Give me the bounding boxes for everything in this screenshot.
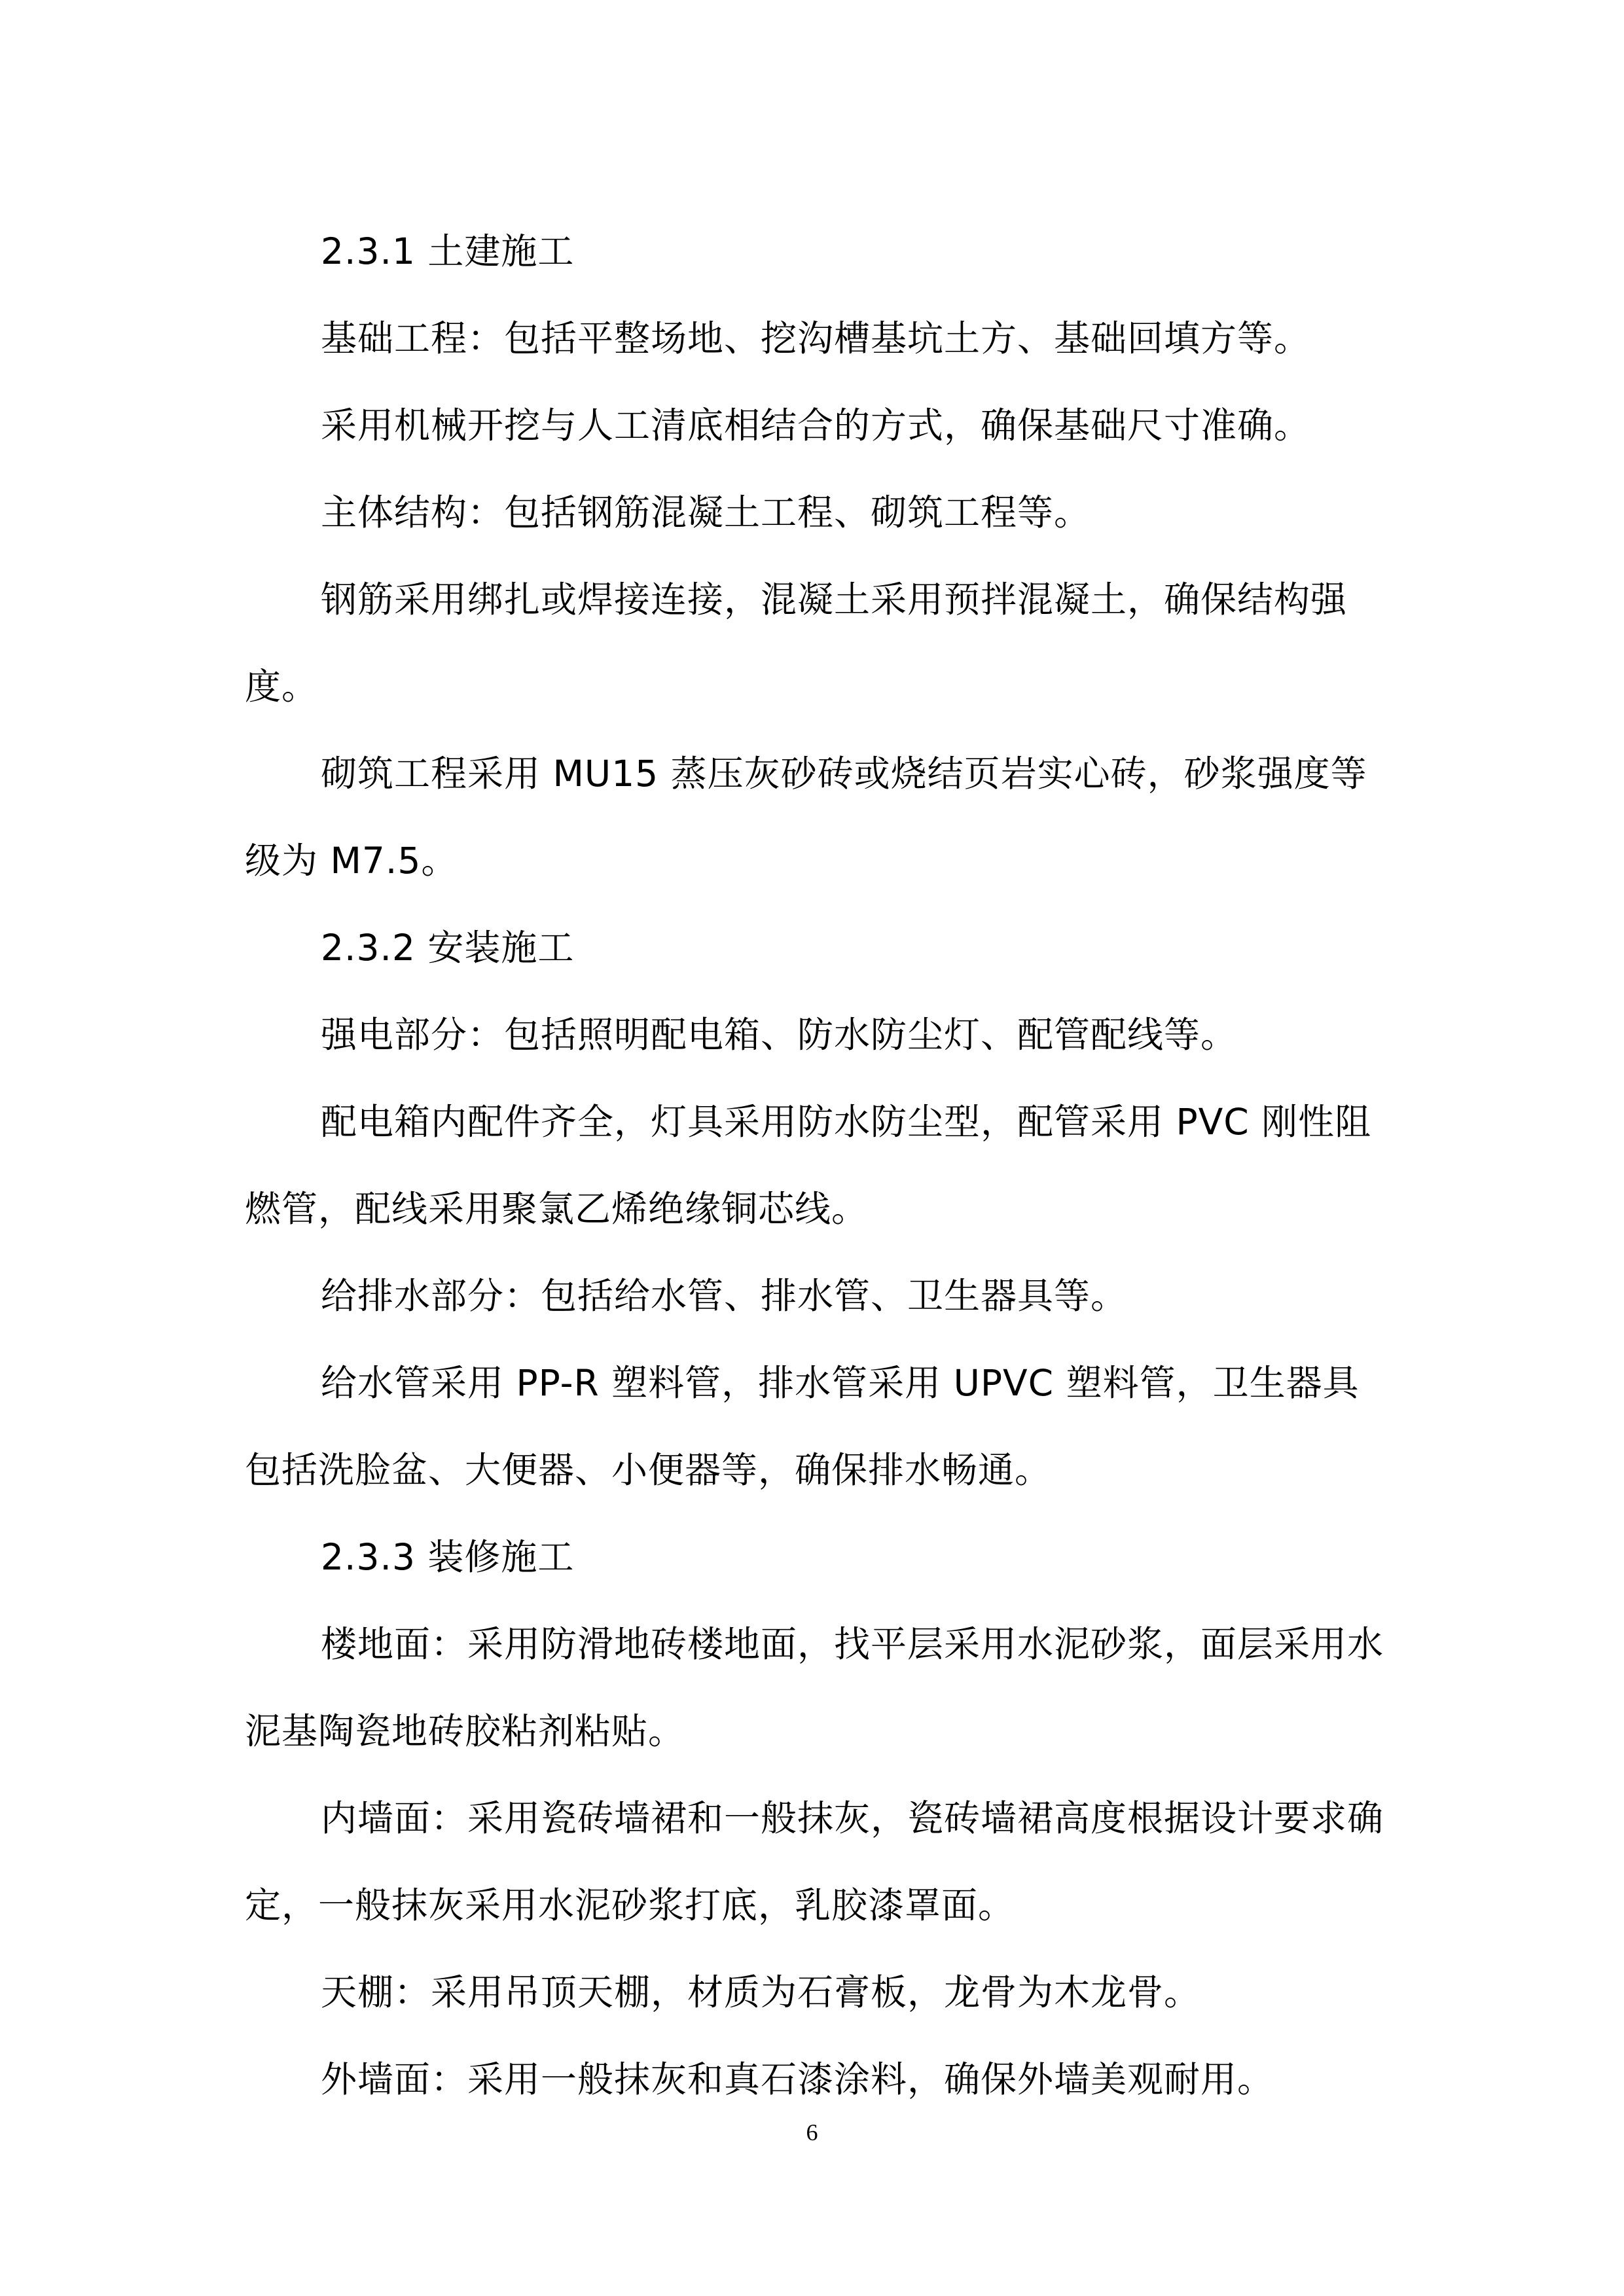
body-text — [245, 208, 1389, 2123]
paragraph-ceiling: 天棚：采用吊顶天棚，材质为石膏板，龙骨为木龙骨。 — [321, 1971, 1201, 2013]
paragraph-interior-wall: 内墙面：采用瓷砖墙裙和一般抹灰，瓷砖墙裙高度根据设计要求确定，一般抹灰采用水泥砂浆打底，乳胶漆罩面。 — [245, 1797, 1384, 1926]
heading-2-3-3: 2.3.3 装修施工 — [321, 1536, 575, 1578]
page-number: 6 — [806, 2119, 818, 2145]
paragraph-excavation-method: 采用机械开挖与人工清底相结合的方式，确保基础尺寸准确。 — [321, 404, 1311, 446]
paragraph-plumbing: 给排水部分：包括给水管、排水管、卫生器具等。 — [321, 1275, 1128, 1317]
paragraph-strong-current: 强电部分：包括照明配电箱、防水防尘灯、配管配线等。 — [321, 1014, 1238, 1056]
paragraph-exterior-wall: 外墙面：采用一般抹灰和真石漆涂料，确保外墙美观耐用。 — [321, 2058, 1274, 2100]
heading-2-3-1: 2.3.1 土建施工 — [321, 230, 575, 272]
paragraph-pipes-fixtures: 给水管采用 PP-R 塑料管，排水管采用 UPVC 塑料管，卫生器具包括洗脸盆、大便器、小便器等，确保排水畅通。 — [245, 1362, 1360, 1491]
paragraph-masonry: 砌筑工程采用 MU15 蒸压灰砂砖或烧结页岩实心砖，砂浆强度等级为 M7.5。 — [245, 753, 1367, 882]
paragraph-foundation-works: 基础工程：包括平整场地、挖沟槽基坑土方、基础回填方等。 — [321, 317, 1311, 359]
paragraph-rebar-concrete: 钢筋采用绑扎或焊接连接，混凝土采用预拌混凝土，确保结构强度。 — [245, 579, 1348, 708]
paragraph-floor: 楼地面：采用防滑地砖楼地面，找平层采用水泥砂浆，面层采用水泥基陶瓷地砖胶粘剂粘贴。 — [245, 1623, 1384, 1752]
paragraph-main-structure: 主体结构：包括钢筋混凝土工程、砌筑工程等。 — [321, 492, 1091, 533]
heading-2-3-2: 2.3.2 安装施工 — [321, 927, 575, 969]
paragraph-distribution-box: 配电箱内配件齐全，灯具采用防水防尘型，配管采用 PVC 刚性阻燃管，配线采用聚氯乙烯绝缘铜芯线。 — [245, 1101, 1372, 1230]
